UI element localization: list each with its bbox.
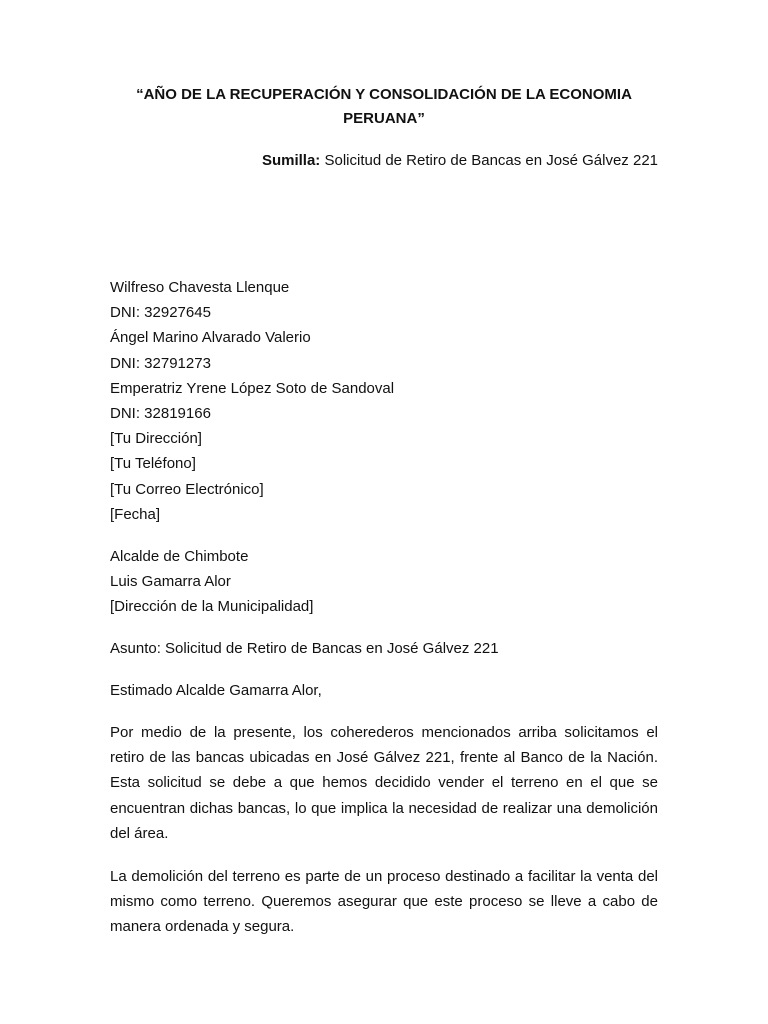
- sender-line: [Tu Dirección]: [110, 430, 202, 448]
- recipient-line: Alcalde de Chimbote: [110, 548, 249, 565]
- sender-line: [Tu Teléfono]: [110, 455, 196, 473]
- subject-line: [110, 636, 658, 661]
- recipient-line: Luis Gamarra Alor: [110, 573, 231, 591]
- sender-line: [Fecha]: [110, 505, 161, 523]
- sumilla-label: Sumilla:: [261, 152, 321, 169]
- subject-text: Asunto: Solicitud de Retiro de Bancas en José Gálvez 221: [110, 640, 499, 657]
- sender-line: Ángel Marino Alvarado Valerio: [110, 329, 311, 347]
- recipient-line: [Dirección de la Municipalidad]: [110, 598, 314, 616]
- greeting-text: Estimado Alcalde Gamarra Alor,: [110, 682, 322, 699]
- sender-line: DNI: 32819166: [110, 405, 211, 423]
- sender-line: [Tu Correo Electrónico]: [110, 480, 264, 498]
- sender-block: [110, 275, 658, 527]
- body-paragraph-2: La demolición del terreno es parte de un proceso destinado a facilitar la venta del mismo como terreno. Queremos asegurar que este proceso se lleve a cabo de manera ordenada y segura.: [110, 868, 658, 936]
- greeting-line: [110, 678, 658, 703]
- sumilla-line: [262, 150, 658, 172]
- body-paragraph-1: Por medio de la presente, los coherederos mencionados arriba solicitamos el retiro de las bancas ubicadas en José Gálvez 221, frente al Banco de la Nación. Esta solicitud se debe a que hemos decidido vender el terreno en el que se encuentran dichas bancas, lo que implica la necesidad de realizar una demolición del área.: [110, 724, 658, 842]
- sender-line: Wilfreso Chavesta Llenque: [110, 279, 290, 296]
- document-title: “AÑO DE LA RECUPERACIÓN Y CONSOLIDACIÓN DE LA ECONOMIA PERUANA”: [136, 86, 632, 127]
- sender-line: DNI: 32791273: [110, 354, 211, 372]
- sender-line: DNI: 32927645: [110, 304, 211, 322]
- sumilla-text: Solicitud de Retiro de Bancas en José Gálvez 221: [324, 152, 658, 169]
- recipient-block: [110, 544, 658, 620]
- sender-line: Emperatriz Yrene López Soto de Sandoval: [110, 379, 395, 397]
